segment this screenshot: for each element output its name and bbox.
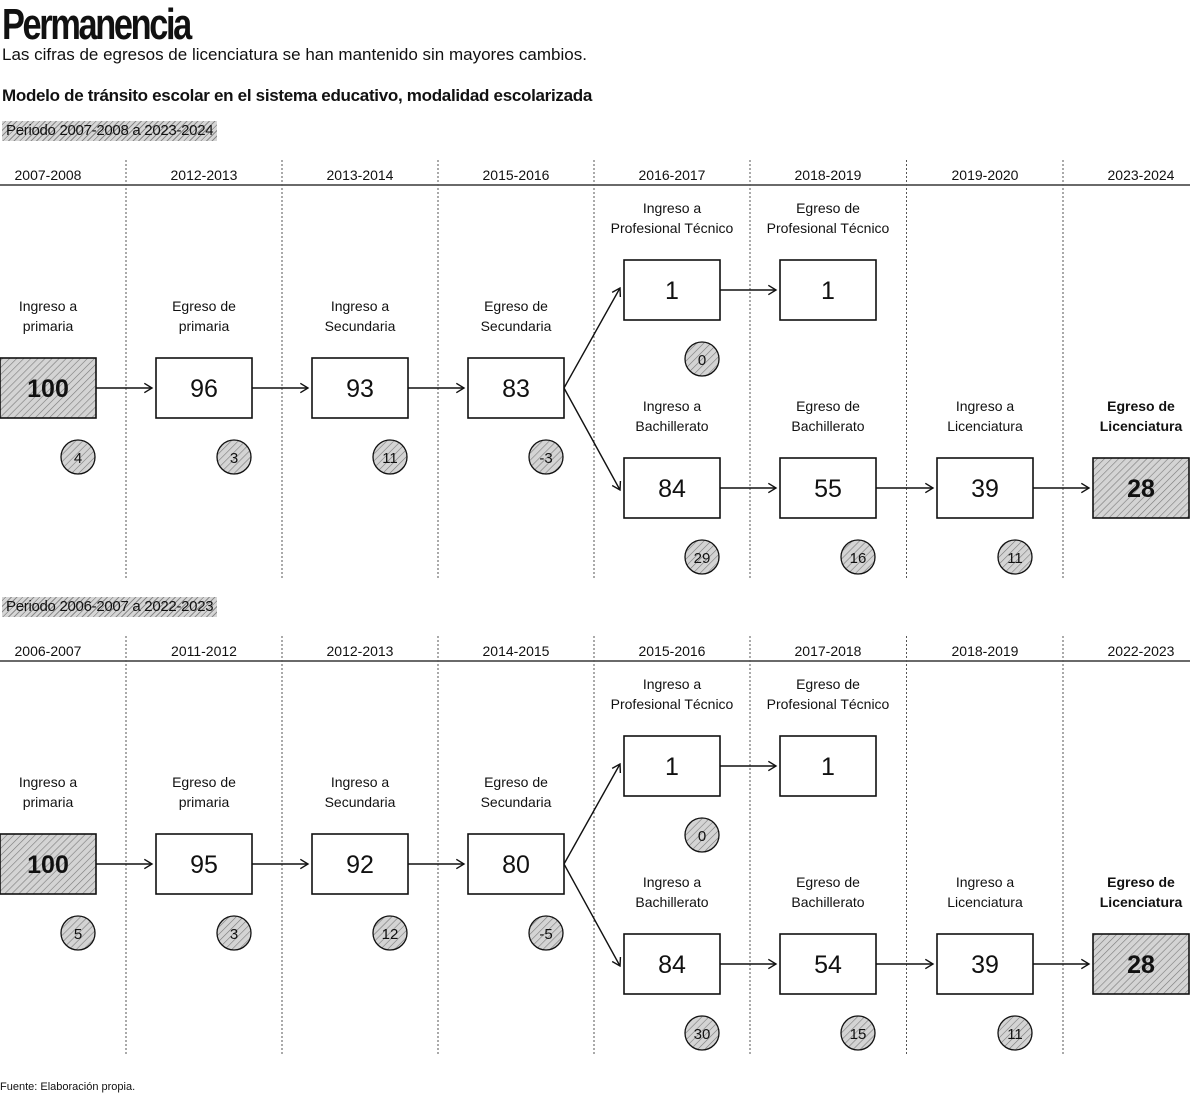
main-node-4-label: Egreso de <box>484 298 548 314</box>
bach-node-3-value: 39 <box>971 475 999 503</box>
bach-node-2-label: Bachillerato <box>791 418 865 434</box>
main-node-2-label: Egreso de <box>172 774 236 790</box>
bach-node-4-value: 28 <box>1127 475 1155 503</box>
bach-node-3-label: Licenciatura <box>947 418 1023 434</box>
main-node-1-badge-value: 4 <box>73 450 83 467</box>
main-node-4-value: 80 <box>502 851 530 879</box>
tech-node-1-label: Profesional Técnico <box>610 220 734 236</box>
period-2-group <box>0 636 1190 1054</box>
tech-node-2-label: Profesional Técnico <box>766 220 890 236</box>
tech-node-1-label: Ingreso a <box>642 200 702 216</box>
main-node-4-badge-value: -5 <box>539 926 553 943</box>
bach-node-4-label: Egreso de <box>1107 874 1175 890</box>
main-node-1-label: primaria <box>22 318 74 334</box>
main-node-3-badge-value: 11 <box>382 450 398 467</box>
period-label-1: Periodo 2007-2008 a 2023-2024 <box>2 121 217 141</box>
branch-arrow-bach <box>564 864 620 966</box>
year-header: 2015-2016 <box>638 643 706 659</box>
main-node-3-value: 93 <box>346 375 374 403</box>
main-node-3-label: Secundaria <box>324 794 396 810</box>
bach-node-3-label: Ingreso a <box>955 398 1015 414</box>
year-header: 2013-2014 <box>326 167 394 183</box>
main-node-2-value: 96 <box>190 375 218 403</box>
main-node-1-badge-value: 5 <box>73 926 83 943</box>
bach-node-2-value: 55 <box>814 475 842 503</box>
tech-node-2-label: Egreso de <box>796 676 860 692</box>
main-node-1-value: 100 <box>27 375 69 403</box>
main-node-2-label: primaria <box>178 794 230 810</box>
main-node-3-label: Secundaria <box>324 318 396 334</box>
bach-node-4-label: Licenciatura <box>1099 418 1183 434</box>
tech-node-2-value: 1 <box>821 753 835 781</box>
year-header: 2012-2013 <box>170 167 238 183</box>
year-header: 2012-2013 <box>326 643 394 659</box>
bach-node-4-label: Egreso de <box>1107 398 1175 414</box>
main-node-2-label: primaria <box>178 318 230 334</box>
branch-arrow-tech <box>564 764 620 864</box>
main-node-1-label: Ingreso a <box>18 774 78 790</box>
tech-node-1-label: Profesional Técnico <box>610 696 734 712</box>
year-header: 2006-2007 <box>14 643 82 659</box>
bach-node-2-badge-value: 16 <box>849 550 867 567</box>
year-header: 2016-2017 <box>638 167 706 183</box>
source-note: Fuente: Elaboración propia. <box>0 1081 136 1093</box>
main-node-4-label: Secundaria <box>480 794 552 810</box>
year-header: 2015-2016 <box>482 167 550 183</box>
bach-node-1-label: Ingreso a <box>642 874 702 890</box>
year-header: 2007-2008 <box>14 167 82 183</box>
bach-node-3-badge-value: 11 <box>1007 550 1023 567</box>
tech-node-1-value: 1 <box>665 277 679 305</box>
main-node-4-label: Secundaria <box>480 318 552 334</box>
bach-node-1-value: 84 <box>658 475 686 503</box>
main-node-2-badge-value: 3 <box>229 926 239 943</box>
year-header: 2018-2019 <box>951 643 1019 659</box>
tech-node-1-value: 1 <box>665 753 679 781</box>
page-subtitle: Las cifras de egresos de licenciatura se han mantenido sin mayores cambios. <box>2 45 587 64</box>
year-header: 2017-2018 <box>794 643 862 659</box>
bach-node-1-label: Ingreso a <box>642 398 702 414</box>
main-node-3-label: Ingreso a <box>330 774 390 790</box>
bach-node-1-label: Bachillerato <box>635 418 709 434</box>
period-1-group <box>0 160 1190 578</box>
bach-node-3-badge-value: 11 <box>1007 1026 1023 1043</box>
bach-node-3-value: 39 <box>971 951 999 979</box>
diagram-heading: Modelo de tránsito escolar en el sistema educativo, modalidad escolarizada <box>2 86 593 105</box>
branch-arrow-tech <box>564 288 620 388</box>
main-node-3-value: 92 <box>346 851 374 879</box>
main-node-1-label: primaria <box>22 794 74 810</box>
bach-node-2-badge-value: 15 <box>849 1026 867 1043</box>
period-label-2: Periodo 2006-2007 a 2022-2023 <box>2 597 217 617</box>
main-node-1-value: 100 <box>27 851 69 879</box>
main-node-1-label: Ingreso a <box>18 298 78 314</box>
bach-node-2-label: Egreso de <box>796 398 860 414</box>
bach-node-1-value: 84 <box>658 951 686 979</box>
main-node-2-value: 95 <box>190 851 218 879</box>
tech-node-1-label: Ingreso a <box>642 676 702 692</box>
bach-node-1-badge-value: 29 <box>693 550 711 567</box>
year-header: 2014-2015 <box>482 643 550 659</box>
bach-node-1-badge-value: 30 <box>693 1026 711 1043</box>
tech-node-1-badge-value: 0 <box>697 828 707 845</box>
year-header: 2022-2023 <box>1107 643 1175 659</box>
year-header: 2019-2020 <box>951 167 1019 183</box>
year-header: 2011-2012 <box>171 643 237 659</box>
main-node-4-badge-value: -3 <box>539 450 553 467</box>
tech-node-2-value: 1 <box>821 277 835 305</box>
bach-node-4-label: Licenciatura <box>1099 894 1183 910</box>
tech-node-2-label: Egreso de <box>796 200 860 216</box>
main-node-4-label: Egreso de <box>484 774 548 790</box>
bach-node-4-value: 28 <box>1127 951 1155 979</box>
page-title: Permanencia <box>2 0 190 49</box>
tech-node-2-label: Profesional Técnico <box>766 696 890 712</box>
main-node-3-badge-value: 12 <box>381 926 399 943</box>
bach-node-2-value: 54 <box>814 951 842 979</box>
bach-node-3-label: Licenciatura <box>947 894 1023 910</box>
main-node-3-label: Ingreso a <box>330 298 390 314</box>
bach-node-2-label: Bachillerato <box>791 894 865 910</box>
tech-node-1-badge-value: 0 <box>697 352 707 369</box>
year-header: 2018-2019 <box>794 167 862 183</box>
main-node-2-badge-value: 3 <box>229 450 239 467</box>
bach-node-3-label: Ingreso a <box>955 874 1015 890</box>
main-node-4-value: 83 <box>502 375 530 403</box>
main-node-2-label: Egreso de <box>172 298 236 314</box>
branch-arrow-bach <box>564 388 620 490</box>
year-header: 2023-2024 <box>1107 167 1175 183</box>
bach-node-2-label: Egreso de <box>796 874 860 890</box>
bach-node-1-label: Bachillerato <box>635 894 709 910</box>
